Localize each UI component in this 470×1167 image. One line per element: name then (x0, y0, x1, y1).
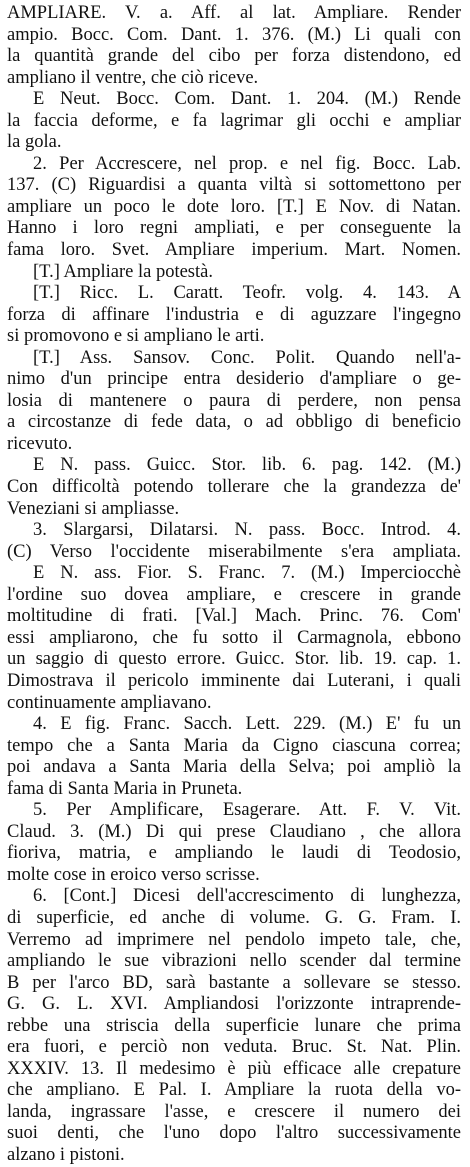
text-line: 2. Per Accrescere, nel prop. e nel fig. Bocc. Lab. (33, 153, 461, 174)
text-line: 5. Per Amplificare, Esagerare. Att. F. V. Vit. (33, 800, 461, 821)
entry-subsense (7, 89, 461, 154)
text-line: G. G. L. XVI. Ampliandosi l'orizzonte intraprende- (7, 994, 461, 1015)
text-line: di superficie, ed anche di volume. G. G. Fram. I. (7, 907, 461, 928)
text-line: Verremo ad imprimere nel pendolo impeto tale, che, (7, 929, 461, 950)
text-line: B per l'arco BD, sarà bastante a sollevare se stesso. (7, 972, 461, 993)
text-line: alzano i pistoni. (7, 1144, 125, 1165)
text-line: [T.] Ass. Sansov. Conc. Polit. Quando nell'a- (33, 347, 461, 368)
text-line: si promovono e si ampliano le arti. (7, 326, 265, 347)
text-line: fama di Santa Maria in Pruneta. (7, 778, 243, 799)
text-line: molte cose in eroico verso scrisse. (7, 864, 260, 885)
text-line: losia di mantenere o paura di perdere, non pensa (7, 390, 461, 411)
entry-subsense (7, 455, 461, 520)
text-line: nimo d'un principe entra desiderio d'ampliare o ge- (7, 369, 461, 390)
entry-sense-2 (7, 154, 461, 262)
text-line: XXXIV. 13. Il medesimo è più efficace alle crepature (7, 1058, 461, 1079)
text-line: Claud. 3. (M.) Di qui prese Claudiano , che allora (7, 821, 461, 842)
text-line: 4. E fig. Franc. Sacch. Lett. 229. (M.) E' fu un (33, 714, 461, 735)
entry-subsense (7, 563, 461, 714)
text-line: fioriva, matria, e ampliando le laudi di Teodosio, (7, 843, 461, 864)
text-line: E Neut. Bocc. Com. Dant. 1. 204. (M.) Rende (33, 89, 461, 110)
text-line: ampliare un poco le dote loro. [T.] E Nov. di Natan. (7, 196, 461, 217)
text-line: Dimostrava il pericolo imminente dai Luterani, i quali (7, 670, 461, 691)
text-line: era fuori, e perciò non veduta. Bruc. St. Nat. Plin. (7, 1037, 461, 1058)
text-line: un saggio di questo errore. Guicc. Stor. lib. 19. cap. 1. (7, 649, 461, 670)
entry-subsense (7, 262, 461, 284)
text-line: 137. (C) Riguardisi a quanta viltà si sottomettono per (7, 175, 461, 196)
text-line: (C) Verso l'occidente miserabilmente s'era ampliata. (7, 541, 461, 562)
text-line: E N. ass. Fior. S. Franc. 7. (M.) Imperciocchè (33, 563, 461, 584)
text-line: tempo che a Santa Maria da Cigno ciascuna correa; (7, 735, 461, 756)
text-line: E N. pass. Guicc. Stor. lib. 6. pag. 142. (M.) (33, 455, 461, 476)
text-line: la quantità grande del cibo per forza distendono, ed (7, 46, 461, 67)
text-line: [T.] Ampliare la potestà. (33, 261, 213, 282)
entry-subsense (7, 348, 461, 456)
text-line: Veneziani si ampliasse. (7, 498, 180, 519)
text-line: ricevuto. (7, 433, 73, 454)
text-line: moltitudine di frati. [Val.] Mach. Princ. 76. Com' (7, 606, 461, 627)
text-line: 3. Slargarsi, Dilatarsi. N. pass. Bocc. Introd. 4. (33, 520, 461, 541)
text-line: continuamente ampliavano. (7, 692, 212, 713)
text-line: ampio. Bocc. Com. Dant. 1. 376. (M.) Li quali con (7, 24, 461, 45)
entry-sense-3 (7, 520, 461, 563)
text-line: [T.] Ricc. L. Caratt. Teofr. volg. 4. 143. A (33, 283, 461, 304)
text-line: la faccia deforme, e fa lagrimar gli occhi e ampliar (7, 110, 461, 131)
text-line: a circostanze di fede data, o ad obbligo di beneficio (7, 412, 461, 433)
text-line: Hanno i loro regni ampliati, e per conseguente la (7, 218, 461, 239)
text-line: essi ampliarono, che fu sotto il Carmagnola, ebbono (7, 627, 461, 648)
entry-subsense (7, 283, 461, 348)
text-line: fama loro. Svet. Ampliare imperium. Mart. Nomen. (7, 240, 461, 261)
text-line: l'ordine suo dovea ampliare, e crescere in grande (7, 584, 461, 605)
text-line: 6. [Cont.] Dicesi dell'accrescimento di lunghezza, (33, 886, 461, 907)
entry-sense-6 (7, 886, 461, 1166)
text-line: ampliando le sue vibrazioni nello scender dal termine (7, 951, 461, 972)
entry-sense-5 (7, 800, 461, 886)
text-line: la gola. (7, 132, 62, 153)
text-line: rebbe una striscia della superficie lunare che prima (7, 1015, 461, 1036)
entry-definition (7, 3, 461, 89)
text-line: suoi denti, che l'uno dopo l'altro successivamente (7, 1123, 461, 1144)
entry-sense-4 (7, 714, 461, 800)
text-line: poi andava a Santa Maria della Selva; poi ampliò la (7, 757, 461, 778)
text-line: forza di affinare l'industria e di aguzzare l'ingegno (7, 304, 461, 325)
text-line: Con difficoltà potendo tollerare che la grandezza de' (7, 477, 461, 498)
text-line: ampliano il ventre, che ciò riceve. (7, 67, 259, 88)
text-line: che ampliano. E Pal. I. Ampliare la ruota della vo- (7, 1080, 461, 1101)
text-line: AMPLIARE. V. a. Aff. al lat. Ampliare. Render (7, 3, 461, 23)
text-line: landa, ingrassare l'asse, e crescere il numero dei (7, 1101, 461, 1122)
